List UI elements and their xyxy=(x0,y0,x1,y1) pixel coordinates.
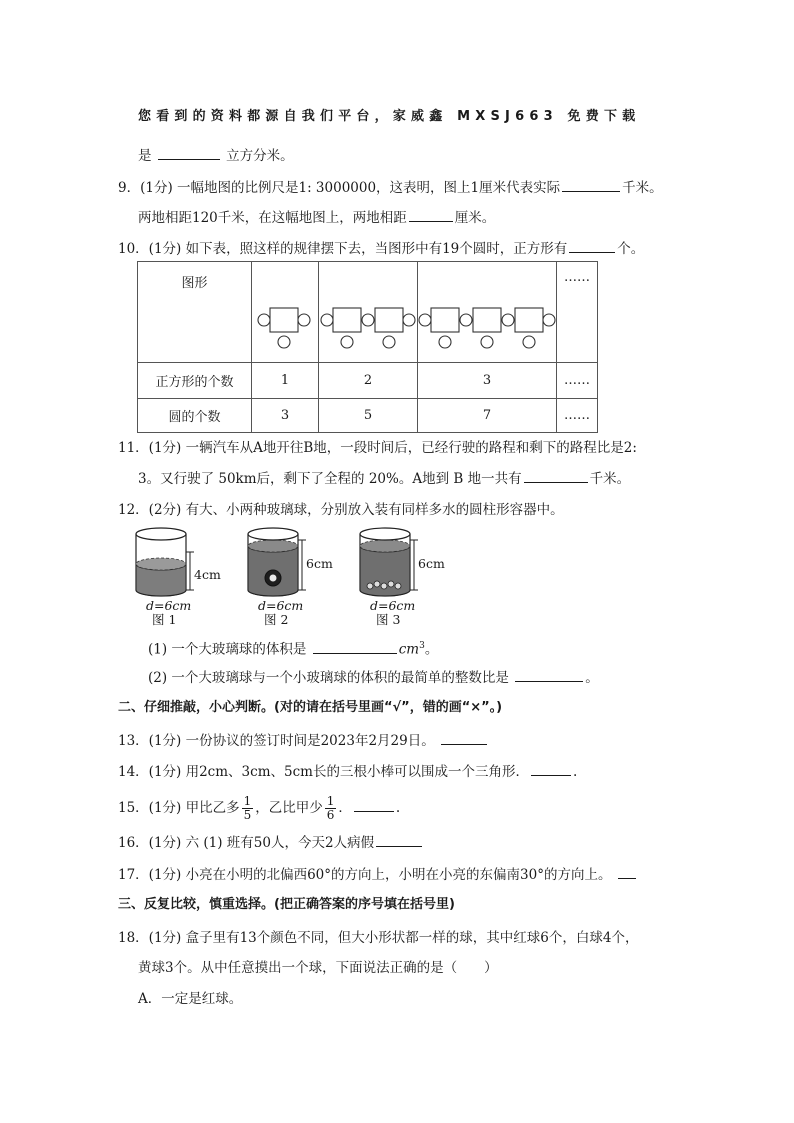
circles-count-2: 5 xyxy=(319,399,418,433)
q10-suffix: 个。 xyxy=(617,241,645,257)
diameter-label-3: d=6cm xyxy=(370,598,416,613)
answer-blank[interactable] xyxy=(569,238,615,253)
figure-cell-3 xyxy=(418,262,557,363)
cylinder-figure-3 xyxy=(360,528,445,627)
figure-caption-2: 图 2 xyxy=(264,612,289,627)
q17-text: 17．(1分) 小亮在小明的北偏西60°的方向上，小明在小亮的东偏南30°的方向上。 xyxy=(118,867,612,883)
question-15: 15．(1分) 甲比乙多 $\frac{1}{5}$ ，乙比甲少 $\frac{1}{6}$ ． . xyxy=(118,794,401,822)
q11-text2: 3。又行驶了 50km后，剩下了全程的 20%。A地到 B 地一共有 xyxy=(138,471,522,487)
q9-suffix1: 千米。 xyxy=(622,180,663,196)
row-label-circles: 圆的个数 xyxy=(138,399,252,433)
question-12-sub1 xyxy=(148,636,438,660)
figure-cell-2 xyxy=(319,262,418,363)
q15-text-a: 15．(1分) 甲比乙多 xyxy=(118,800,240,816)
question-8-tail xyxy=(138,145,294,166)
q15-text-b: ，乙比甲少 xyxy=(255,800,323,816)
question-14: 14．(1分) 用2cm、3cm、5cm长的三根小棒可以围成一个三角形． . xyxy=(118,761,577,782)
question-12-sub2 xyxy=(148,667,599,688)
answer-blank[interactable] xyxy=(562,177,620,192)
q12-sub1-end: 。 xyxy=(424,641,439,658)
pattern-table xyxy=(137,261,598,433)
height-label-2: 6cm xyxy=(306,556,333,571)
q12-sub2-text: (2) 一个大玻璃球与一个小玻璃球的体积的最简单的整数比是 xyxy=(148,670,509,686)
fraction-one-fifth: $\frac{1}{5}$ xyxy=(243,794,252,822)
question-16 xyxy=(118,832,424,853)
figure-caption-1: 图 1 xyxy=(152,612,177,627)
answer-blank[interactable] xyxy=(376,832,422,847)
row-label-figure: 图形 xyxy=(138,262,252,363)
squares-count-3: 3 xyxy=(418,363,557,399)
watermark-banner: 您看到的资料都源自我们平台，家威鑫 MXSJ663 免费下载 xyxy=(138,109,641,124)
q9-suffix2: 厘米。 xyxy=(454,210,496,226)
ellipsis-cell: …… xyxy=(557,262,598,363)
q11-suffix: 千米。 xyxy=(589,471,631,487)
q16-text: 16．(1分) 六 (1) 班有50人，今天2人病假 xyxy=(118,835,375,851)
question-9-line1 xyxy=(118,177,663,198)
cylinder-figure-2 xyxy=(248,528,333,627)
q10-text: 10．(1分) 如下表，照这样的规律摆下去，当图形中有19个圆时，正方形有 xyxy=(118,241,568,257)
row-label-squares: 正方形的个数 xyxy=(138,363,252,399)
figure-caption-3: 图 3 xyxy=(376,612,401,627)
q8-suffix: 立方分米。 xyxy=(226,148,294,164)
answer-blank[interactable] xyxy=(441,730,487,745)
q9-text1: 9．(1分) 一幅地图的比例尺是1: 3000000，这表明，图上1厘米代表实际 xyxy=(118,180,561,196)
q13-text: 13．(1分) 一份协议的签订时间是2023年2月29日。 xyxy=(118,733,435,749)
q12-sub1-text: (1) 一个大玻璃球的体积是 xyxy=(148,641,307,658)
answer-blank[interactable] xyxy=(313,639,397,654)
q12-unit: cm xyxy=(398,641,420,658)
answer-blank[interactable] xyxy=(531,761,571,776)
height-label-1: 4cm xyxy=(194,567,221,582)
answer-blank[interactable] xyxy=(515,667,583,682)
section-2-heading: 二、仔细推敲，小心判断。(对的请在括号里画“√”，错的画“×”。) xyxy=(118,700,503,715)
q8-prefix: 是 xyxy=(138,148,152,164)
q12-sub2-end: 。 xyxy=(585,670,599,686)
question-11-line2 xyxy=(138,468,630,489)
question-18-option-a[interactable]: A．一定是红球。 xyxy=(138,991,243,1007)
answer-blank[interactable] xyxy=(524,468,588,483)
pattern-figure-1 xyxy=(252,262,318,358)
answer-blank[interactable] xyxy=(409,207,453,222)
q14-text: 14．(1分) 用2cm、3cm、5cm长的三根小棒可以围成一个三角形． xyxy=(118,764,529,780)
question-17 xyxy=(118,864,638,885)
question-12: 12．(2分) 有大、小两种玻璃球，分别放入装有同样多水的圆柱形容器中。 xyxy=(118,502,564,518)
cylinder-figures xyxy=(128,522,448,630)
diameter-label-1: d=6cm xyxy=(146,598,192,613)
question-13 xyxy=(118,730,489,751)
ellipsis-cell: …… xyxy=(557,399,598,433)
q12-unit-sup: 3 xyxy=(419,641,425,651)
section-3-heading: 三、反复比较，慎重选择。(把正确答案的序号填在括号里) xyxy=(118,897,455,912)
answer-blank[interactable] xyxy=(354,797,394,812)
question-9-line2 xyxy=(138,207,495,228)
circles-count-3: 7 xyxy=(418,399,557,433)
fraction-one-sixth: $\frac{1}{6}$ xyxy=(326,794,335,822)
question-18-line1: 18．(1分) 盒子里有13个颜色不同，但大小形状都一样的球，其中红球6个，白球4个， xyxy=(118,930,639,946)
answer-blank[interactable] xyxy=(158,145,220,160)
q9-text2: 两地相距120千米，在这幅地图上，两地相距 xyxy=(138,210,407,226)
q15-text-c: ． xyxy=(338,800,352,816)
figure-cell-1 xyxy=(252,262,319,363)
pattern-figure-3 xyxy=(418,262,556,358)
question-11-line1: 11．(1分) 一辆汽车从A地开往B地，一段时间后，已经行驶的路程和剩下的路程比是2: xyxy=(118,440,637,456)
question-18-line2: 黄球3个。从中任意摸出一个球，下面说法正确的是（ ） xyxy=(138,960,498,976)
circles-count-1: 3 xyxy=(252,399,319,433)
diameter-label-2: d=6cm xyxy=(258,598,304,613)
question-10 xyxy=(118,238,644,259)
squares-count-2: 2 xyxy=(319,363,418,399)
pattern-figure-2 xyxy=(319,262,417,358)
squares-count-1: 1 xyxy=(252,363,319,399)
height-label-3: 6cm xyxy=(418,556,445,571)
ellipsis-cell: …… xyxy=(557,363,598,399)
cylinder-figure-1 xyxy=(136,528,221,627)
answer-blank[interactable] xyxy=(618,864,636,879)
